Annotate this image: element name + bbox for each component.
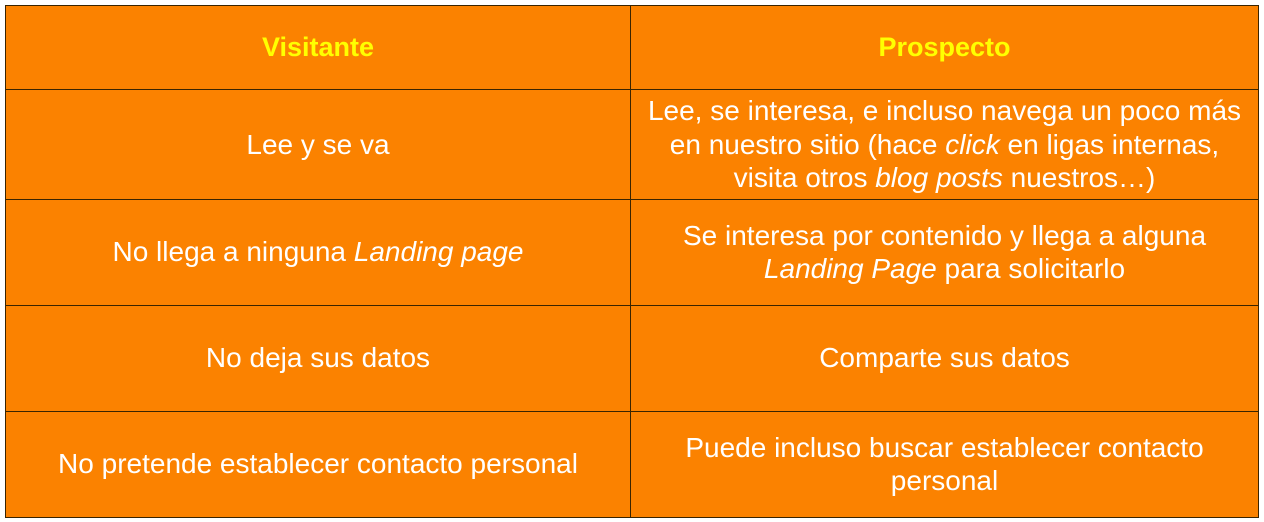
cell-visitante bbox=[6, 199, 631, 305]
header-visitante: Visitante bbox=[6, 6, 631, 90]
cell-text: No llega a ninguna bbox=[112, 236, 354, 268]
cell-prospecto bbox=[631, 305, 1259, 411]
cell-visitante bbox=[6, 305, 631, 411]
cell-visitante bbox=[6, 90, 631, 200]
cell-text: en ligas internas, visita otros bbox=[733, 128, 1220, 194]
cell-text: Lee y se va bbox=[246, 128, 390, 160]
emphasis-text: blog posts bbox=[875, 162, 1003, 194]
comparison-table bbox=[5, 5, 1259, 518]
cell-text: No pretende establecer contacto personal bbox=[58, 448, 578, 480]
cell-text: nuestros…) bbox=[1002, 162, 1156, 194]
cell-text: Puede incluso buscar establecer contacto personal bbox=[685, 431, 1204, 497]
table-row bbox=[6, 199, 1259, 305]
table-row bbox=[6, 411, 1259, 517]
cell-text: Comparte sus datos bbox=[819, 342, 1070, 374]
cell-text: para solicitarlo bbox=[936, 253, 1126, 285]
cell-text: Se interesa por contenido y llega a alguna bbox=[682, 219, 1207, 251]
header-row bbox=[6, 6, 1259, 90]
cell-text: No deja sus datos bbox=[205, 342, 431, 374]
cell-prospecto bbox=[631, 411, 1259, 517]
emphasis-text: Landing Page bbox=[763, 253, 937, 285]
cell-prospecto bbox=[631, 199, 1259, 305]
header-prospecto: Prospecto bbox=[631, 6, 1259, 90]
table-row bbox=[6, 90, 1259, 200]
cell-prospecto bbox=[631, 90, 1259, 200]
cell-text: Lee, se interesa, e incluso navega un poco más en nuestro sitio (hace bbox=[647, 95, 1242, 160]
emphasis-text: click bbox=[945, 128, 1000, 160]
cell-visitante bbox=[6, 411, 631, 517]
emphasis-text: Landing page bbox=[353, 236, 524, 268]
table-row bbox=[6, 305, 1259, 411]
